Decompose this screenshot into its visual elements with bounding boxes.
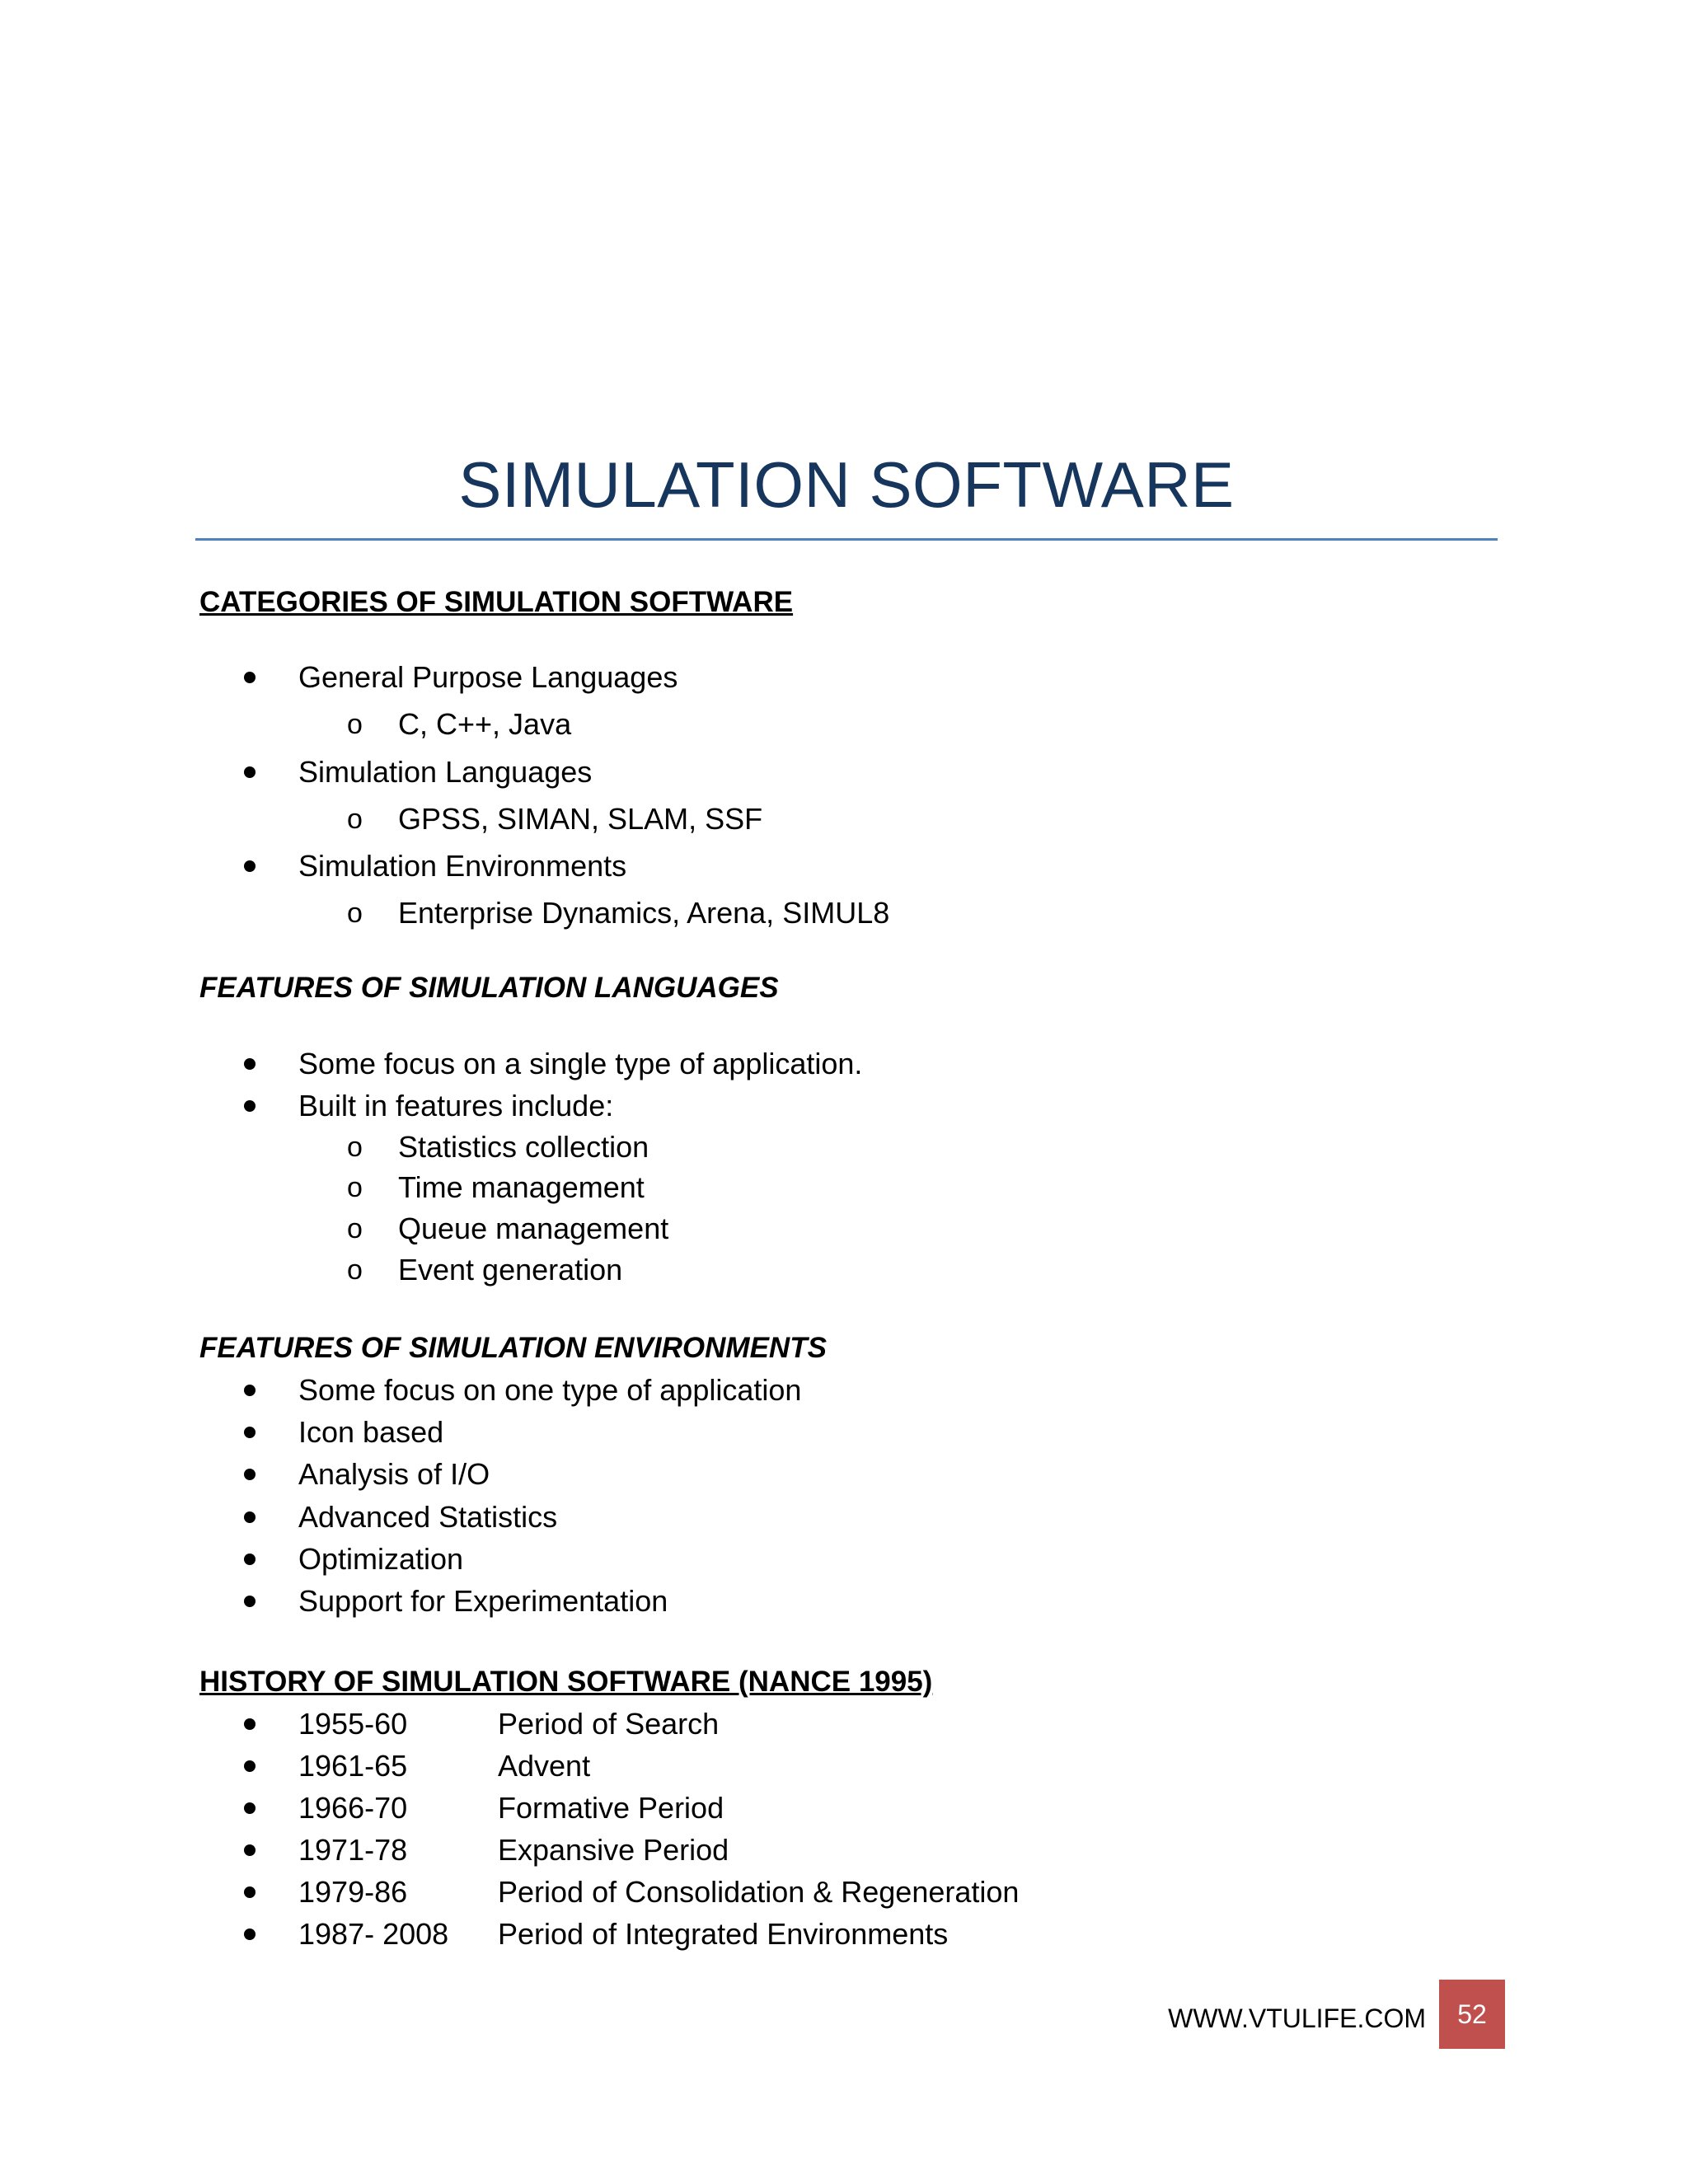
history-period: Period of Consolidation & Regeneration xyxy=(498,1875,1020,1909)
category-item: Simulation Languages xyxy=(298,755,593,789)
category-subitem: C, C++, Java xyxy=(398,707,572,741)
bullet-icon xyxy=(244,672,256,683)
language-feature-item: Some focus on a single type of application. xyxy=(298,1047,863,1080)
history-heading: HISTORY OF SIMULATION SOFTWARE (NANCE 1995) xyxy=(199,1666,933,1698)
history-years: 1971-78 xyxy=(298,1833,408,1867)
language-feature-item: Built in features include: xyxy=(298,1089,614,1122)
bullet-icon xyxy=(244,1427,256,1438)
bullet-icon xyxy=(244,1058,256,1070)
history-period: Expansive Period xyxy=(498,1833,729,1867)
language-subfeature-item: Time management xyxy=(398,1170,645,1204)
category-subitem: Enterprise Dynamics, Arena, SIMUL8 xyxy=(398,896,890,930)
bullet-icon xyxy=(244,1886,256,1898)
environment-feature-item: Advanced Statistics xyxy=(298,1500,558,1534)
footer-site-link[interactable]: WWW.VTULIFE.COM xyxy=(1168,2004,1426,2033)
bullet-icon xyxy=(244,1511,256,1523)
bullet-icon xyxy=(244,1596,256,1607)
environment-feature-item: Some focus on one type of application xyxy=(298,1373,802,1407)
environment-feature-item: Icon based xyxy=(298,1415,444,1449)
bullet-icon xyxy=(244,1718,256,1730)
bullet-icon xyxy=(244,860,256,872)
history-years: 1979-86 xyxy=(298,1875,408,1909)
sub-bullet-icon: o xyxy=(347,1254,363,1286)
title-underline-rule xyxy=(195,538,1498,541)
bullet-icon xyxy=(244,1760,256,1772)
bullet-icon xyxy=(244,1100,256,1112)
history-years: 1987- 2008 xyxy=(298,1917,449,1951)
history-years: 1961-65 xyxy=(298,1749,408,1783)
language-subfeature-item: Event generation xyxy=(398,1253,623,1286)
page-title: SIMULATION SOFTWARE xyxy=(458,448,1235,521)
bullet-icon xyxy=(244,1385,256,1396)
history-period: Period of Integrated Environments xyxy=(498,1917,949,1951)
environment-feature-item: Analysis of I/O xyxy=(298,1457,490,1491)
sub-bullet-icon: o xyxy=(347,898,363,929)
bullet-icon xyxy=(244,1844,256,1856)
category-subitem: GPSS, SIMAN, SLAM, SSF xyxy=(398,802,763,836)
history-period: Period of Search xyxy=(498,1707,720,1741)
sub-bullet-icon: o xyxy=(347,1132,363,1163)
sub-bullet-icon: o xyxy=(347,709,363,740)
language-subfeature-item: Queue management xyxy=(398,1212,669,1245)
category-item: Simulation Environments xyxy=(298,849,627,883)
history-years: 1966-70 xyxy=(298,1791,408,1825)
category-item: General Purpose Languages xyxy=(298,660,678,694)
environment-feature-item: Optimization xyxy=(298,1542,464,1576)
bullet-icon xyxy=(244,1554,256,1565)
bullet-icon xyxy=(244,1469,256,1480)
sub-bullet-icon: o xyxy=(347,1172,363,1203)
history-period: Formative Period xyxy=(498,1791,724,1825)
environments-heading: FEATURES OF SIMULATION ENVIRONMENTS xyxy=(199,1332,827,1364)
history-period: Advent xyxy=(498,1749,591,1783)
languages-heading: FEATURES OF SIMULATION LANGUAGES xyxy=(199,972,779,1004)
page-number-badge: 52 xyxy=(1439,1980,1505,2049)
bullet-icon xyxy=(244,1929,256,1940)
categories-heading: CATEGORIES OF SIMULATION SOFTWARE xyxy=(199,586,794,618)
sub-bullet-icon: o xyxy=(347,804,363,835)
sub-bullet-icon: o xyxy=(347,1213,363,1244)
bullet-icon xyxy=(244,766,256,778)
history-years: 1955-60 xyxy=(298,1707,408,1741)
bullet-icon xyxy=(244,1802,256,1814)
language-subfeature-item: Statistics collection xyxy=(398,1130,649,1164)
environment-feature-item: Support for Experimentation xyxy=(298,1584,668,1618)
